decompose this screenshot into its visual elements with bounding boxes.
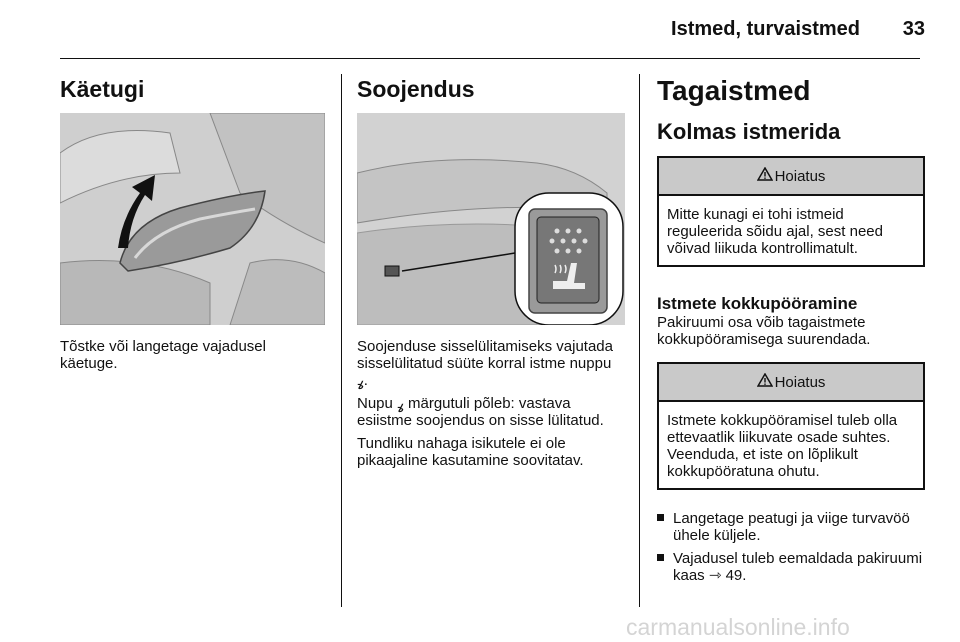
bullet-icon (657, 554, 664, 561)
heating-paragraph: Nupu ߩ märgutuli põleb: vastava esiistme soojendus on sisse lülitatud. (357, 395, 604, 429)
rear-seats-section (657, 74, 925, 584)
heating-section (357, 74, 625, 469)
running-header-title: Istmed, turvaistmed (671, 18, 860, 40)
warning-box (657, 156, 925, 267)
list-item (657, 550, 925, 584)
warning-triangle-icon (757, 373, 773, 391)
list-item: Langetage peatugi ja viige turvavöö ühele küljele. (657, 510, 925, 544)
seat-heating-illustration (357, 113, 625, 325)
warning-text: Mitte kunagi ei tohi istmeid reguleerida sõidu ajal, sest need võivad liikuda kontrollimatult. (667, 206, 883, 257)
warning-label: Hoiatus (774, 373, 826, 391)
warning-header (659, 158, 923, 196)
page-number: 33 (902, 18, 925, 40)
heating-paragraph: Tundliku nahaga isikutele ei ole pikaajaline kasutamine soovitatav. (357, 435, 584, 469)
rear-seats-heading: Tagaistmed (657, 75, 811, 106)
heating-paragraph: Soojenduse sisselülitamiseks vajutada sisselülitatud süüte korral istme nuppu ߩ. (357, 338, 613, 389)
page-reference[interactable]: Vajadusel tuleb eemaldada pakiruumi kaas ⇾ 49. (673, 550, 923, 584)
warning-text: Istmete kokkupööramisel tuleb olla ettevaatlik liikuvate osade suhtes. Veenduda, et iste on lõplikult kokkupööratuna ohutu. (667, 412, 898, 480)
warning-box (657, 362, 925, 490)
folding-text: Pakiruumi osa võib tagaistmete kokkupööramisega suurendada. (657, 314, 871, 348)
armrest-heading: Käetugi (60, 76, 145, 102)
folding-subheading: Istmete kokkupööramine (657, 294, 858, 313)
third-row-subheading: Kolmas istmerida (657, 119, 841, 144)
bullet-icon (657, 514, 664, 521)
heating-heading: Soojendus (357, 76, 475, 102)
armrest-illustration (60, 113, 325, 325)
column-divider (639, 74, 640, 607)
column-divider (341, 74, 342, 607)
warning-label: Hoiatus (774, 167, 826, 185)
warning-header (659, 364, 923, 402)
watermark: carmanualsonline.info (626, 614, 850, 640)
armrest-section (60, 74, 325, 372)
armrest-text: Tõstke või langetage vajadusel käetuge. (60, 338, 266, 372)
steps-list (657, 510, 925, 584)
warning-triangle-icon (757, 167, 773, 185)
header-divider (60, 58, 920, 59)
